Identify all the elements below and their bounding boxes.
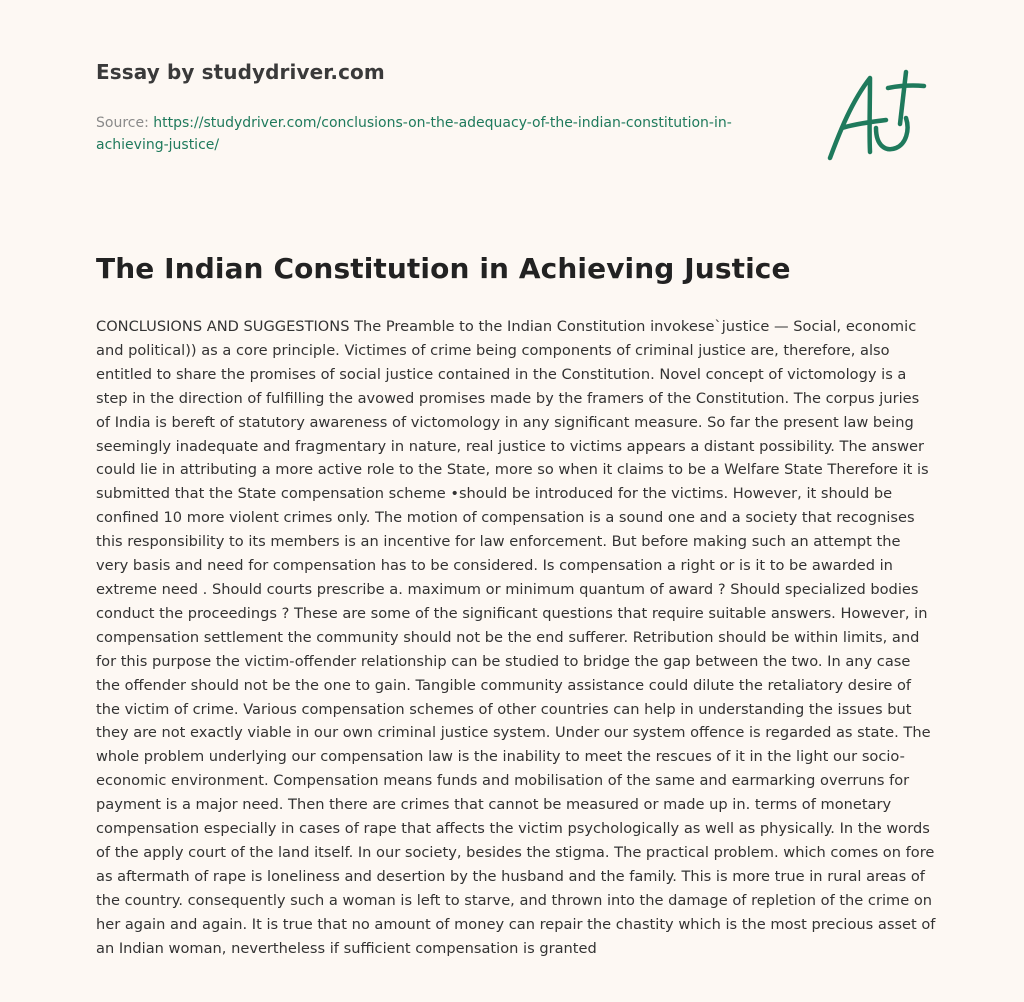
essay-by-heading: Essay by studydriver.com [96, 60, 385, 84]
article-body: CONCLUSIONS AND SUGGESTIONS The Preamble to the Indian Constitution invokese`justice — Social, economic and political)) as a core principle. Victimes of crime being components of criminal justice are, therefore, also entitled to share the promises of social justice contained in the Constitution. Novel concept of victomology is a step in the direction of fulfilling the avowed promises made by the framers of the Constitution. The corpus juries of India is bereft of statutory awareness of victomology in any significant measure. So far the present law being seemingly inadequate and fragmentary in nature, real justice to victims appears a distant possibility. The answer could lie in attributing a more active role to the State, more so when it claims to be a Welfare State Therefore it is submitted that the State compensation scheme •should be introduced for the victims. However, it should be confined 10 more violent crimes only. The motion of compensation is a sound one and a society that recognises this responsibility to its members is an incentive for law enforcement. But before making such an attempt the very basis and need for compensation has to be considered. Is compensation a right or is it to be awarded in extreme need . Should courts prescribe a. maximum or minimum quantum of award ? Should specialized bodies conduct the proceedings ? These are some of the significant questions that require suitable answers. However, in compensation settlement the community should not be the end sufferer. Retribution should be within limits, and for this purpose the victim-offender relationship can be studied to bridge the gap between the two. In any case the offender should not be the one to gain. Tangible community assistance could dilute the retaliatory desire of the victim of crime. Various compensation schemes of other countries can help in understanding the issues but they are not exactly viable in our own criminal justice system. Under our system offence is regarded as state. The whole problem underlying our compensation law is the inability to meet the rescues of it in the light our socio-economic environment. Compensation means funds and mobilisation of the same and earmarking overruns for payment is a major need. Then there are crimes that cannot be measured or made up in. terms of monetary compensation especially in cases of rape that affects the victim psychologically as well as physically. In the words of the apply court of the land itself. In our society, besides the stigma. The practical problem. which comes on fore as aftermath of rape is loneliness and desertion by the husband and the family. This is more true in rural areas of the country. consequently such a woman is left to starve, and thrown into the damage of repletion of the crime on her again and again. It is true that no amount of money can repair the chastity which is the most precious asset of an Indian woman, nevertheless if sufficient compensation is granted [96, 318, 936, 957]
source-line [96, 112, 796, 156]
source-link[interactable]: https://studydriver.com/conclusions-on-the-adequacy-of-the-indian-constitution-in-achieving-justice/ [96, 115, 732, 153]
article-title: The Indian Constitution in Achieving Justice [96, 252, 791, 285]
a-plus-logo-icon [820, 66, 930, 166]
essay-header [96, 60, 796, 156]
source-label: Source: [96, 115, 154, 131]
